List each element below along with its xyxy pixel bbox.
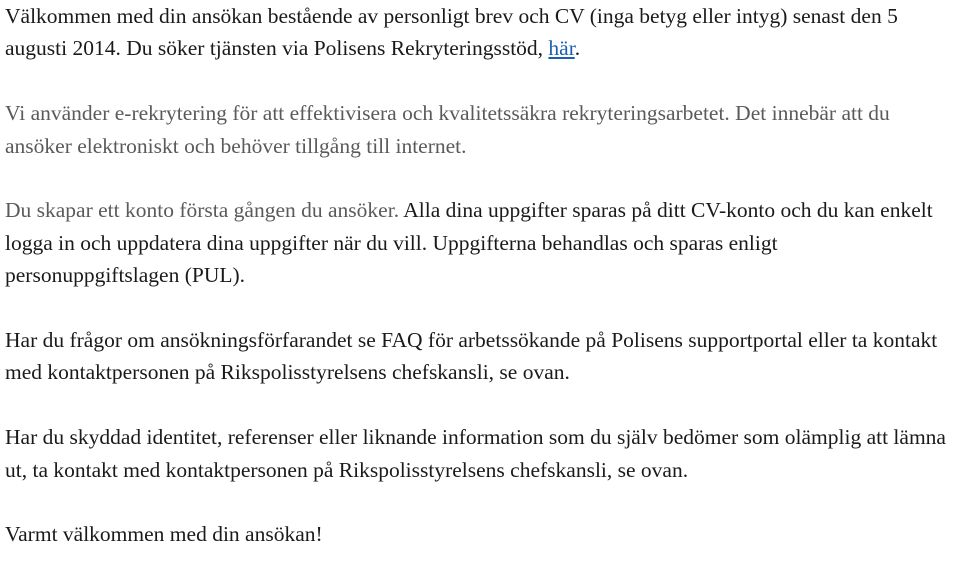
- paragraph-protected-identity: Har du skyddad identitet, referenser eller liknande information som du själv bedömer som olämplig att lämna ut, ta kontakt med kontaktpersonen på Rikspolisstyrelsens chefskansli, se ovan.: [5, 425, 946, 482]
- intro-end: .: [574, 36, 581, 61]
- recruitment-link[interactable]: här: [548, 36, 575, 61]
- account-rest-text: Alla dina uppgifter sparas på ditt CV-konto och du kan enkelt logga in och uppdatera dina uppgifter när du vill. Uppgifterna behandlas och sparas enligt personuppgiftslagen (PUL).: [5, 198, 933, 288]
- paragraph-intro: [5, 0, 957, 65]
- intro-text: Välkommen med din ansökan bestående av personligt brev och CV (inga betyg eller intyg) senast den 5 augusti 2014. Du söker tjänsten via Polisens Rekryteringsstöd,: [5, 4, 898, 61]
- paragraph-faq: Har du frågor om ansökningsförfarandet se FAQ för arbetssökande på Polisens supportportal eller ta kontakt med kontaktpersonen på Rikspolisstyrelsens chefskansli, se ovan.: [5, 328, 938, 385]
- paragraph-e-recruitment: Vi använder e-rekrytering för att effektivisera och kvalitetssäkra rekryteringsarbetet. Det innebär att du ansöker elektroniskt och behöver tillgång till internet.: [5, 101, 890, 158]
- account-lead-text: Du skapar ett konto första gången du ansöker.: [5, 198, 400, 223]
- document-body: [5, 0, 957, 551]
- paragraph-closing: Varmt välkommen med din ansökan!: [5, 522, 323, 547]
- paragraph-account: [5, 194, 957, 291]
